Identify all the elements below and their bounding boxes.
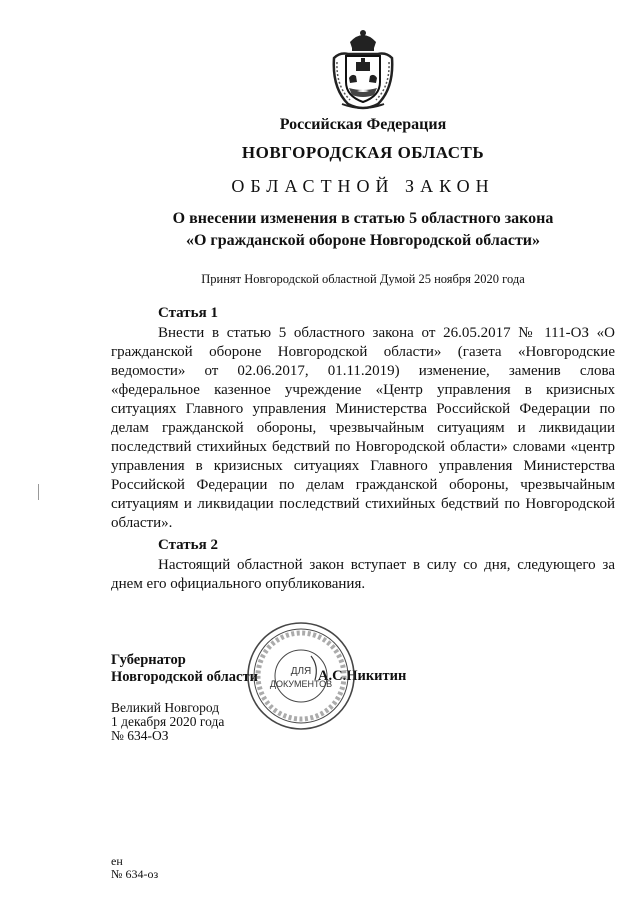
signatory-title-line-1: Губернатор (111, 652, 186, 668)
footer-block (111, 855, 158, 881)
law-subject-line-2: «О гражданской обороне Новгородской области» (185, 232, 541, 249)
region-name: НОВГОРОДСКАЯ ОБЛАСТЬ (241, 143, 485, 162)
issue-city: Великий Новгород (111, 700, 220, 715)
document-type: ОБЛАСТНОЙ ЗАКОН (231, 176, 495, 196)
law-number: № 634-ОЗ (111, 728, 169, 743)
article-1-text: Внести в статью 5 областного закона от 26.05.2017 № 111-ОЗ «О гражданской обороне Новгородской области» (газета «Новгородские ведомости» от 02.06.2017, 01.11.2019) изменение, заменив слова «федеральное казенное учреждение «Центр управления в кризисных ситуациях Главного управления Министерства Российской Федерации по делам гражданской обороны, чрезвычайным ситуациям и ликвидации последствий стихийных бедствий по Новгородской области» словами «центр управления в кризисных ситуациях Главного управления Министерства Российской Федерации по делам гражданской обороны, чрезвычайным ситуациям и ликвидации последствий стихийных бедствий по Новгородской области». (111, 325, 615, 531)
law-subject-line-1: О внесении изменения в статью 5 областного закона (172, 210, 554, 227)
adoption-note: Принят Новгородской областной Думой 25 ноября 2020 года (201, 272, 525, 286)
country-name: Российская Федерация (279, 116, 447, 133)
signatory-title-line-2: Новгородской области (111, 669, 258, 685)
official-stamp-icon (245, 620, 357, 732)
footer-number: № 634-оз (111, 867, 159, 881)
footer-initials: ен (111, 854, 123, 868)
stamp-center-line-2: ДОКУМЕНТОВ (269, 679, 333, 689)
issue-date: 1 декабря 2020 года (111, 714, 225, 729)
signatory-title (111, 652, 258, 686)
coat-of-arms-icon (328, 28, 398, 112)
stamp-center-line-1: ДЛЯ (290, 666, 312, 677)
issue-place-block (111, 701, 224, 743)
article-2-text: Настоящий областной закон вступает в силу со дня, следующего за днем его официального опубликования. (111, 557, 615, 592)
article-1-heading: Статья 1 (158, 305, 218, 321)
article-2-heading: Статья 2 (158, 537, 218, 553)
signatory-name: А.С.Никитин (318, 668, 407, 684)
margin-mark (38, 484, 39, 500)
